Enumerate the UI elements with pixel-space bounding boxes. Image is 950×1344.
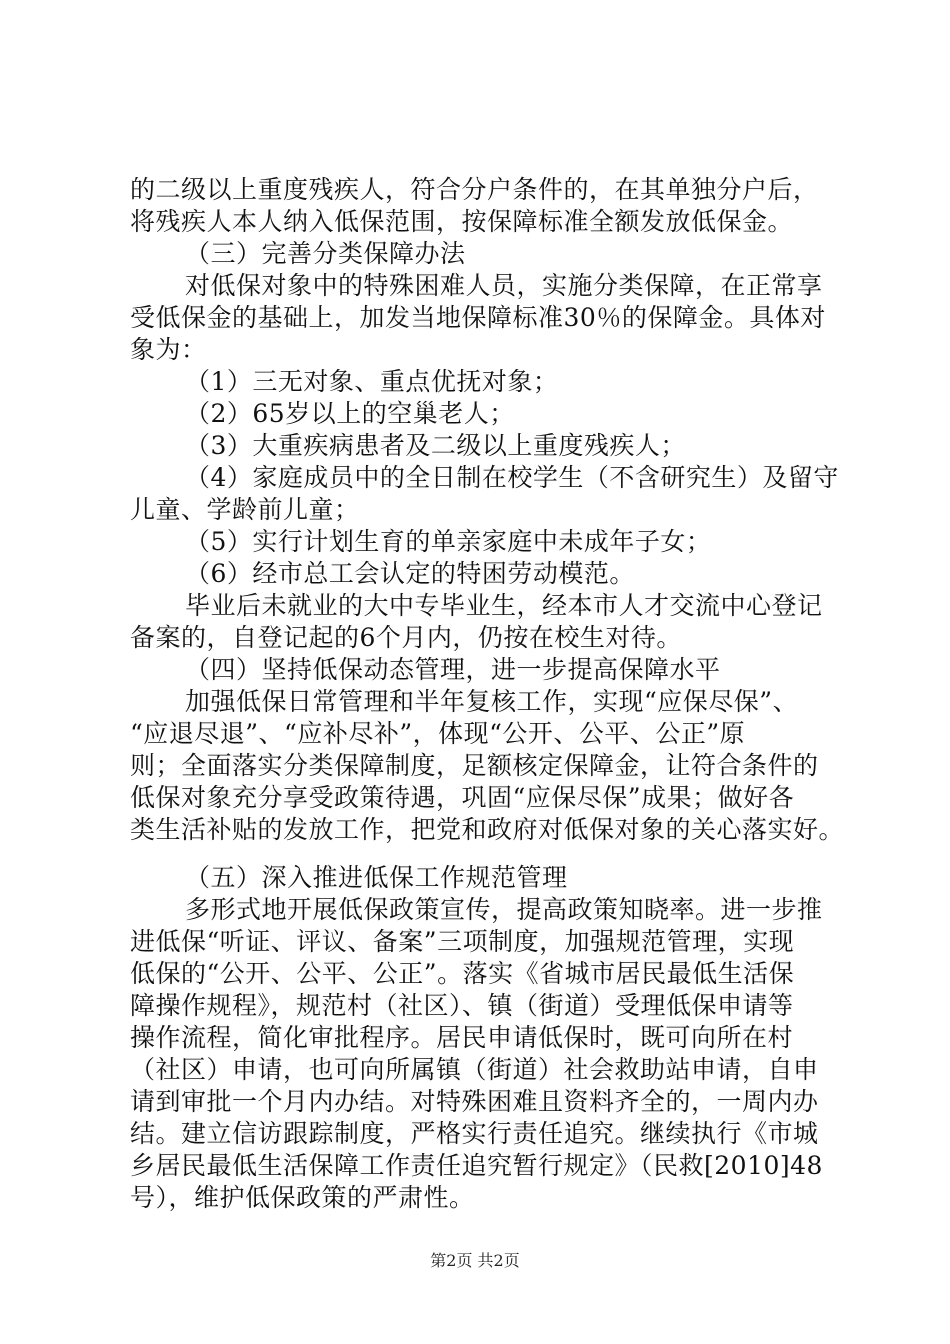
text-line: 低保的“公开、公平、公正”。落实《省城市居民最低生活保 <box>130 959 795 988</box>
text-line: 象为： <box>130 335 207 364</box>
text-line: 将残疾人本人纳入低保范围，按保障标准全额发放低保金。 <box>130 207 794 236</box>
text-line: 号），维护低保政策的严肃性。 <box>130 1183 475 1212</box>
text-line: 操作流程，简化审批程序。居民申请低保时，既可向所在村 <box>130 1023 794 1052</box>
list-item: （3）大重疾病患者及二级以上重度残疾人； <box>185 431 686 460</box>
text-line: 备案的，自登记起的6个月内，仍按在校生对待。 <box>130 623 682 652</box>
text-line: 进低保“听证、评议、备案”三项制度，加强规范管理，实现 <box>130 927 795 956</box>
list-item: （5）实行计划生育的单亲家庭中未成年子女； <box>185 527 712 556</box>
text-line: 对低保对象中的特殊困难人员，实施分类保障，在正常享 <box>185 271 823 300</box>
page-footer: 第2页 共2页 <box>430 1251 520 1270</box>
text-line: 请到审批一个月内办结。对特殊困难且资料齐全的，一周内办 <box>130 1087 819 1116</box>
section-heading: （四）坚持低保动态管理，进一步提高保障水平 <box>185 655 721 684</box>
text-line: 乡居民最低生活保障工作责任追究暂行规定》（民救[2010]48 <box>130 1151 823 1180</box>
list-item: （1）三无对象、重点优抚对象； <box>185 367 559 396</box>
text-line: 类生活补贴的发放工作，把党和政府对低保对象的关心落实好。 <box>130 815 845 844</box>
text-line: （社区）申请，也可向所属镇（街道）社会救助站申请，自申 <box>130 1055 819 1084</box>
list-item: （6）经市总工会认定的特困劳动模范。 <box>185 559 635 588</box>
text-line: 受低保金的基础上，加发当地保障标准30％的保障金。具体对 <box>130 303 826 332</box>
text-line: 的二级以上重度残疾人，符合分户条件的，在其单独分户后， <box>130 175 819 204</box>
section-heading: （三）完善分类保障办法 <box>185 239 466 268</box>
section-heading: （五）深入推进低保工作规范管理 <box>185 863 568 892</box>
text-line: “应退尽退”、“应补尽补”，体现“公开、公平、公正”原 <box>130 719 746 748</box>
list-item: （2）65岁以上的空巢老人； <box>185 399 515 428</box>
text-line: 毕业后未就业的大中专毕业生，经本市人才交流中心登记 <box>185 591 823 620</box>
text-line: 多形式地开展低保政策宣传，提高政策知晓率。进一步推 <box>185 895 823 924</box>
list-item: （4）家庭成员中的全日制在校学生（不含研究生）及留守 <box>185 463 839 492</box>
text-line: 则；全面落实分类保障制度，足额核定保障金，让符合条件的 <box>130 751 819 780</box>
text-line: 结。建立信访跟踪制度，严格实行责任追究。继续执行《市城 <box>130 1119 819 1148</box>
text-line: 低保对象充分享受政策待遇，巩固“应保尽保”成果；做好各 <box>130 783 795 812</box>
text-line: 障操作规程》，规范村（社区）、镇（街道）受理低保申请等 <box>130 991 794 1020</box>
text-line: 加强低保日常管理和半年复核工作，实现“应保尽保”、 <box>185 687 799 716</box>
text-line: 儿童、学龄前儿童； <box>130 495 360 524</box>
